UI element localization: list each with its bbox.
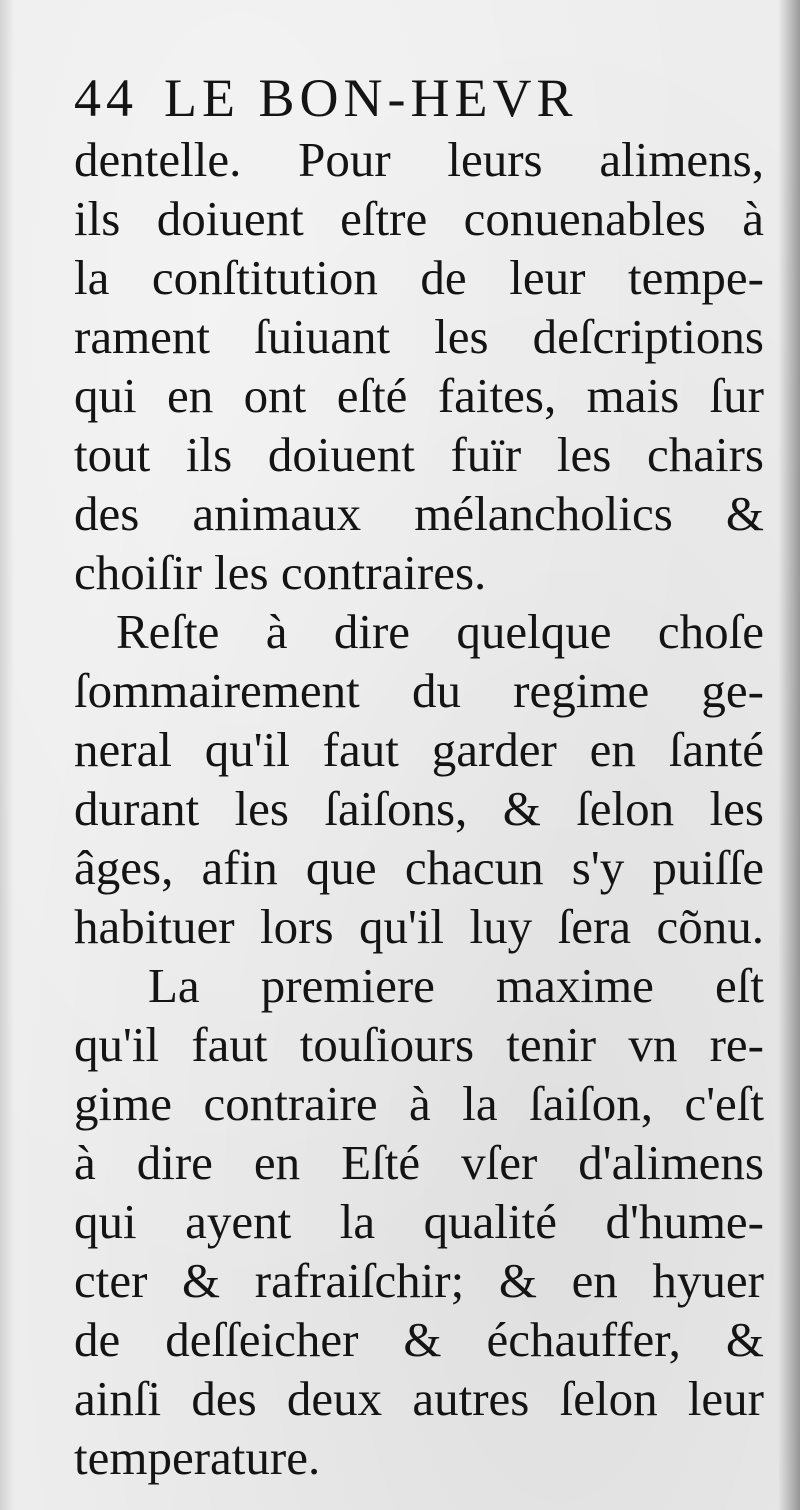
text-line: dentelle. Pour leurs alimens, <box>74 132 764 187</box>
paragraph-start: La premiere maxime eſt <box>148 958 764 1013</box>
paragraph-start: Reſte à dire quelque choſe <box>116 604 764 659</box>
text-line: rament ſuiuant les deſcriptions <box>74 309 764 364</box>
page-text <box>74 66 764 1487</box>
text-line: tout ils doiuent fuïr les chairs <box>74 427 764 482</box>
text-line: des animaux mélancholics & <box>74 486 764 541</box>
running-title: LE BON-HEVR <box>164 68 578 128</box>
text-line: la conſtitution de leur tempe- <box>74 250 764 305</box>
running-header <box>74 66 764 130</box>
text-line: choiſir les contraires. <box>74 545 487 600</box>
page-left-shadow <box>0 0 14 1510</box>
text-line: habituer lors qu'il luy ſera cõnu. <box>74 899 764 954</box>
text-line: qu'il faut touſiours tenir vn re- <box>74 1017 764 1072</box>
text-line: neral qu'il faut garder en ſanté <box>74 722 764 777</box>
text-line: qui en ont eſté faites, mais ſur <box>74 368 764 423</box>
text-line: âges, afin que chacun s'y puiſſe <box>74 840 764 895</box>
text-line: ſommairement du regime ge- <box>74 663 764 718</box>
text-line: gime contraire à la ſaiſon, c'eſt <box>74 1076 764 1131</box>
text-line: qui ayent la qualité d'hume- <box>74 1194 764 1249</box>
page-number: 44 <box>74 68 138 128</box>
text-line: cter & rafraiſchir; & en hyuer <box>74 1253 764 1308</box>
text-line: de deſſeicher & échauffer, & <box>74 1312 764 1367</box>
text-line: durant les ſaiſons, & ſelon les <box>74 781 764 836</box>
page-right-shadow <box>778 0 800 1510</box>
text-line: ils doiuent eſtre conuenables à <box>74 191 764 246</box>
text-line: à dire en Eſté vſer d'alimens <box>74 1135 764 1190</box>
text-line: temperature. <box>74 1430 321 1485</box>
text-line: ainſi des deux autres ſelon leur <box>74 1371 764 1426</box>
